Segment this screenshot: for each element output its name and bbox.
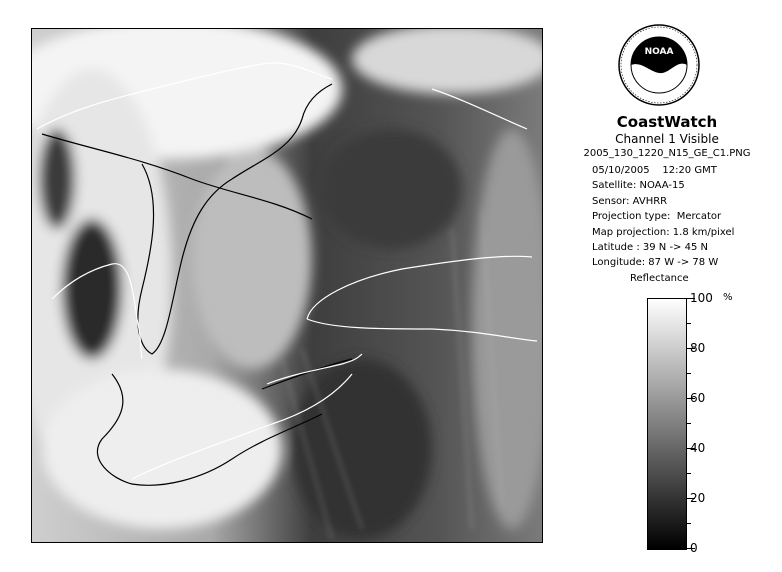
file-name: 2005_130_1220_N15_GE_C1.PNG: [583, 148, 751, 159]
colorbar-label: 80: [690, 341, 706, 355]
info-map-projection: Map projection: 1.8 km/pixel: [592, 226, 735, 238]
colorbar-tick-minor: [687, 423, 691, 424]
satellite-image: [31, 28, 543, 543]
colorbar-tick-minor: [687, 323, 691, 324]
colorbar-label: 20: [690, 491, 706, 505]
channel-name: Channel 1 Visible: [615, 132, 719, 146]
colorbar-tick-minor: [687, 373, 691, 374]
product-name: CoastWatch: [616, 113, 718, 131]
info-projection-type: Projection type: Mercator: [592, 211, 722, 223]
info-latitude: Latitude : 39 N -> 45 N: [592, 242, 708, 254]
metadata-list: [592, 163, 734, 271]
colorbar-tick-minor: [687, 523, 691, 524]
legend-title: Reflectance: [630, 273, 689, 284]
info-longitude: Longitude: 87 W -> 78 W: [592, 257, 719, 269]
legend-unit: %: [723, 292, 733, 303]
colorbar-tick-minor: [687, 473, 691, 474]
info-satellite: Satellite: NOAA-15: [592, 180, 685, 192]
product-header: [556, 113, 778, 161]
logo-text: NOAA: [644, 47, 674, 57]
colorbar-label: 100: [690, 291, 713, 305]
noaa-logo-icon: [617, 23, 701, 107]
colorbar-label: 40: [690, 441, 706, 455]
info-date: 05/10/2005 12:20 GMT: [592, 165, 717, 176]
colorbar-label: 0: [690, 541, 698, 555]
info-sensor: Sensor: AVHRR: [592, 195, 668, 207]
reflectance-colorbar: [647, 298, 687, 550]
colorbar-label: 60: [690, 391, 706, 405]
